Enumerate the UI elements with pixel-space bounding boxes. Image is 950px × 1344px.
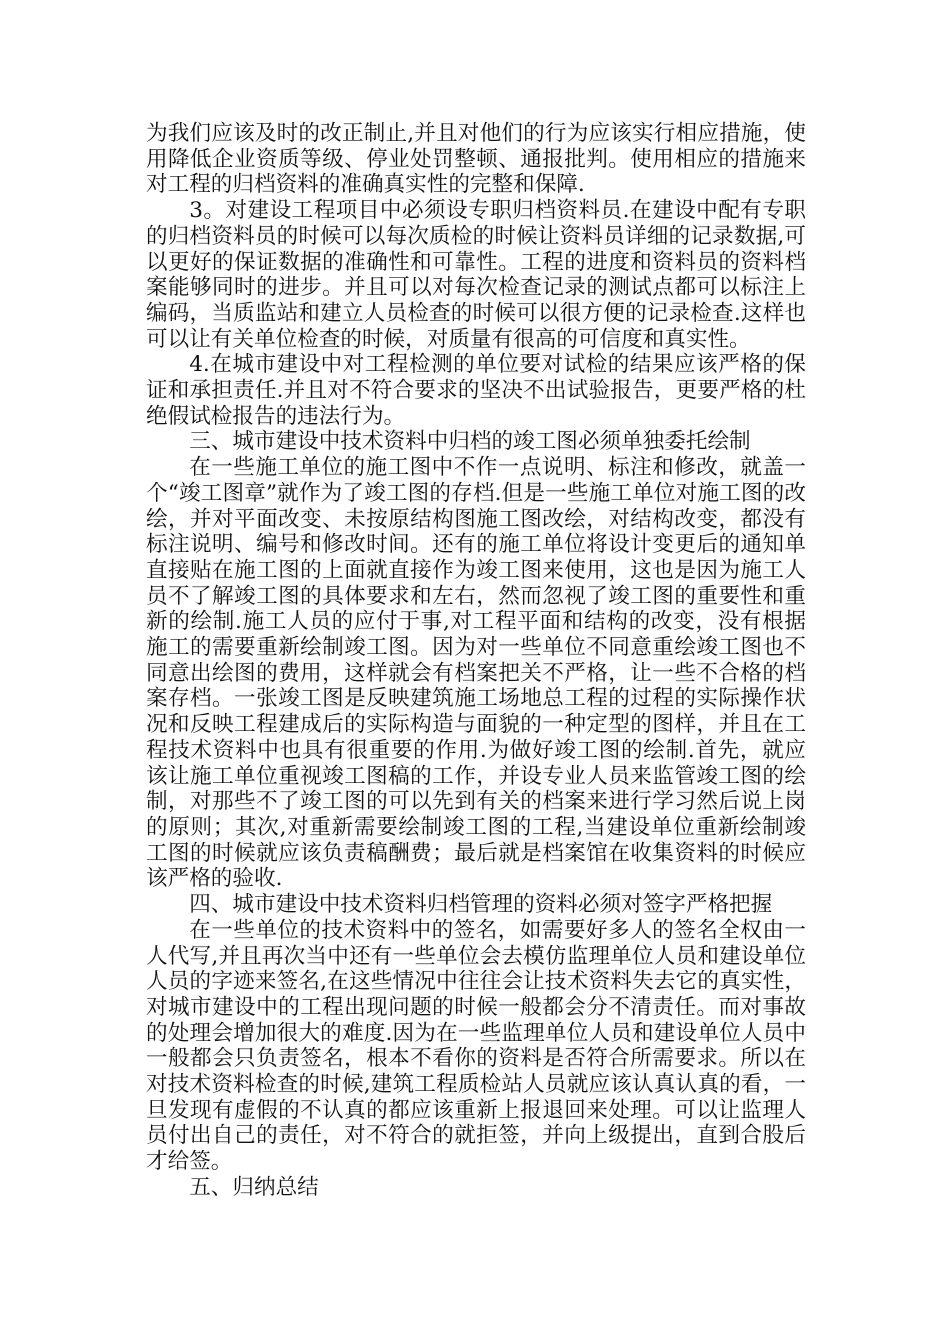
section-heading-4: 四、城市建设中技术资料归档管理的资料必须对签字严格把握 — [189, 892, 773, 918]
section-heading-5: 五、归纳总结 — [189, 1174, 319, 1200]
paragraph-item-4-testing: 4.在城市建设中对工程检测的单位要对试检的结果应该严格的保证和承担责任.并且对不符合要求的坚决不出试验报告，更要严格的杜绝假试检报告的违法行为。 — [146, 352, 806, 429]
section-heading-3: 三、城市建设中技术资料中归档的竣工图必须单独委托绘制 — [189, 429, 751, 455]
paragraph-completion-drawings: 在一些施工单位的施工图中不作一点说明、标注和修改，就盖一个“竣工图章”就作为了竣工图的存档.但是一些施工单位对施工图的改绘，并对平面改变、未按原结构图施工图改绘，对结构改变，都没有标注说明、编号和修改时间。还有的施工单位将设计变更后的通知单直接贴在施工图的上面就直接作为竣工图来使用，这也是因为施工人员不了解竣工图的具体要求和左右，然而忽视了竣工图的重要性和重新的绘制.施工人员的应付于事,对工程平面和结构的改变，没有根据施工的需要重新绘制竣工图。因为对一些单位不同意重绘竣工图也不同意出绘图的费用，这样就会有档案把关不严格，让一些不合格的档案存档。一张竣工图是反映建筑施工场地总工程的过程的实际操作状况和反映工程建成后的实际构造与面貌的一种定型的图样，并且在工程技术资料中也具有很重要的作用.为做好竣工图的绘制.首先，就应该让施工单位重视竣工图稿的工作，并设专业人员来监管竣工图的绘制，对那些不了竣工图的可以先到有关的档案来进行学习然后说上岗的原则；其次,对重新需要绘制竣工图的工程,当建设单位重新绘制竣工图的时候就应该负责稿酬费；最后就是档案馆在收集资料的时候应该严格的验收. — [146, 455, 806, 892]
paragraph-item-3-archivist: 3。对建设工程项目中必须设专职归档资料员.在建设中配有专职的归档资料员的时候可以每次质检的时候让资料员详细的记录数据,可以更好的保证数据的准确性和可靠性。工程的进度和资料员的资料档案能够同时的进步。并且可以对每次检查记录的测试点都可以标注上编码，当质监站和建立人员检查的时候可以很方便的记录检查.这样也可以让有关单位检查的时候，对质量有很高的可信度和真实性。 — [146, 198, 806, 352]
paragraph-signatures: 在一些单位的技术资料中的签名，如需要好多人的签名全权由一人代写,并且再次当中还有一些单位会去模仿监理单位人员和建设单位人员的字迹来签名,在这些情况中往往会让技术资料失去它的真实性，对城市建设中的工程出现问题的时候一般都会分不清责任。而对事故的处理会增加很大的难度.因为在一些监理单位人员和建设单位人员中一般都会只负责签名，根本不看你的资料是否符合所需要求。所以在对技术资料检查的时候,建筑工程质检站人员就应该认真认真的看，一旦发现有虚假的不认真的都应该重新上报退回来处理。可以让监理人员付出自己的责任，对不符合的就拒签，并向上级提出，直到合股后才给签。 — [146, 917, 806, 1175]
paragraph-measures-continuation: 为我们应该及时的改正制止,并且对他们的行为应该实行相应措施，使用降低企业资质等级、停业处罚整顿、通报批判。使用相应的措施来对工程的归档资料的准确真实性的完整和保障. — [146, 121, 806, 198]
document-page — [146, 121, 806, 1201]
